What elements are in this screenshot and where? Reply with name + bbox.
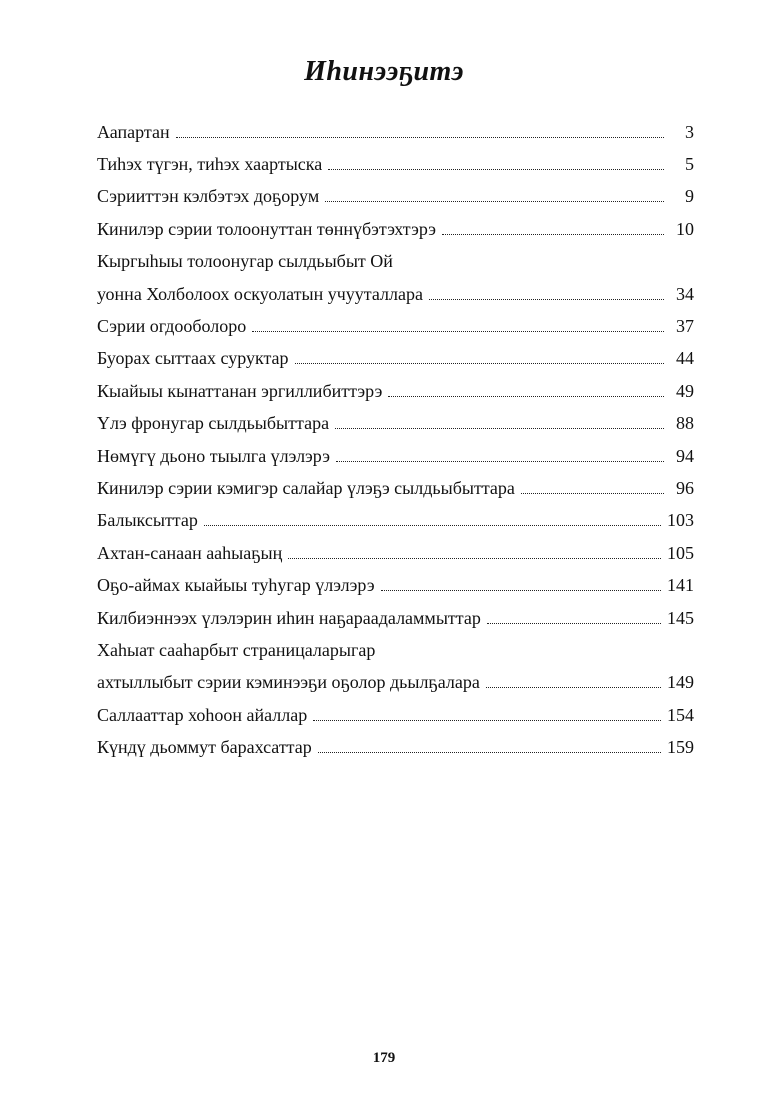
toc-entry-page: 34 [676, 283, 694, 304]
toc-entry [97, 408, 694, 440]
dot-leader [381, 590, 661, 591]
toc-entry-title: Кыайыы кынаттанан эргиллибиттэрэ [97, 380, 383, 401]
toc-entry-title: Күндү дьоммут барахсаттар [97, 737, 312, 758]
toc-entry-title: Балыксыттар [97, 510, 198, 531]
toc-entry-title: Кыргыһыы толоонугар сылдьыбыт Ой [97, 251, 393, 272]
toc-entry-title: Сэрии огдооболоро [97, 316, 247, 337]
toc-entry-page: 145 [667, 607, 694, 628]
dot-leader [295, 363, 664, 364]
toc-entry [97, 278, 694, 310]
toc-entry-title: ахтыллыбыт сэрии кэминээҕи оҕолор дьылҕалара [97, 672, 480, 693]
dot-leader [388, 396, 664, 397]
dot-leader [313, 720, 661, 721]
dot-leader [487, 623, 661, 624]
toc-entry-title: Кинилэр сэрии толоонуттан төннүбэтэхтэрэ [97, 218, 437, 239]
toc-entry-page: 159 [667, 737, 694, 758]
toc-entry [97, 602, 694, 634]
toc-entry [97, 213, 694, 245]
toc-entry-page: 44 [676, 348, 694, 369]
toc-entry [97, 569, 694, 601]
toc-entry-title: Хаһыат сааһарбыт страницаларыгар [97, 639, 376, 660]
toc-entry [97, 472, 694, 504]
dot-leader [429, 299, 664, 300]
toc-entry [97, 505, 694, 537]
toc-entry-title: Оҕо-аймах кыайыы туһугар үлэлэрэ [97, 575, 375, 596]
dot-leader [318, 752, 661, 753]
dot-leader [204, 525, 661, 526]
dot-leader [486, 687, 661, 688]
toc-entry-page: 5 [685, 154, 694, 175]
toc-entry-title: Буорах сыттаах суруктар [97, 348, 289, 369]
toc-entry-page: 49 [676, 380, 694, 401]
table-of-contents [97, 116, 694, 764]
toc-entry-page: 10 [676, 218, 694, 239]
dot-leader [442, 234, 664, 235]
toc-entry [97, 246, 694, 278]
toc-entry [97, 343, 694, 375]
dot-leader [176, 137, 664, 138]
toc-entry [97, 310, 694, 342]
toc-entry-title: Нөмүгү дьоно тыылга үлэлэрэ [97, 445, 330, 466]
dot-leader [335, 428, 664, 429]
toc-entry-page: 94 [676, 445, 694, 466]
toc-entry [97, 440, 694, 472]
toc-entry-page: 149 [667, 672, 694, 693]
toc-entry-page: 105 [667, 542, 694, 563]
toc-entry-title: Кинилэр сэрии кэмигэр салайар үлэҕэ сылдьыбыттара [97, 477, 515, 498]
dot-leader [336, 461, 664, 462]
toc-entry-page: 9 [685, 186, 694, 207]
page-title: Иһинээҕитэ [304, 56, 464, 87]
dot-leader [325, 201, 664, 202]
toc-entry-page: 88 [676, 413, 694, 434]
toc-entry [97, 634, 694, 666]
toc-entry [97, 375, 694, 407]
toc-entry [97, 181, 694, 213]
toc-entry-title: Аапартан [97, 121, 170, 142]
toc-entry-title: Тиһэх түгэн, тиһэх хаартыска [97, 154, 323, 175]
toc-entry-title: Үлэ фронугар сылдьыбыттара [97, 413, 330, 434]
toc-entry-page: 141 [667, 575, 694, 596]
toc-entry [97, 537, 694, 569]
toc-entry-page: 103 [667, 510, 694, 531]
toc-entry-title: Сэрииттэн кэлбэтэх доҕорум [97, 186, 320, 207]
page-number: 179 [372, 1050, 396, 1066]
dot-leader [252, 331, 664, 332]
toc-entry [97, 667, 694, 699]
toc-entry [97, 699, 694, 731]
toc-entry-title: Килбиэннээх үлэлэрин иһин наҕараадаламмыттар [97, 607, 481, 628]
toc-entry-page: 154 [667, 704, 694, 725]
dot-leader [521, 493, 664, 494]
dot-leader [288, 558, 661, 559]
toc-entry [97, 731, 694, 763]
toc-entry-title: Саллааттар хоһоон айаллар [97, 704, 308, 725]
toc-entry [97, 148, 694, 180]
toc-entry-title: Ахтан-санаан ааһыаҕың [97, 542, 283, 563]
toc-entry-title: уонна Холболоох оскуолатын учууталлара [97, 283, 423, 304]
toc-entry-page: 37 [676, 316, 694, 337]
toc-entry-page: 96 [676, 477, 694, 498]
toc-entry-page: 3 [685, 121, 694, 142]
dot-leader [328, 169, 664, 170]
toc-entry [97, 116, 694, 148]
